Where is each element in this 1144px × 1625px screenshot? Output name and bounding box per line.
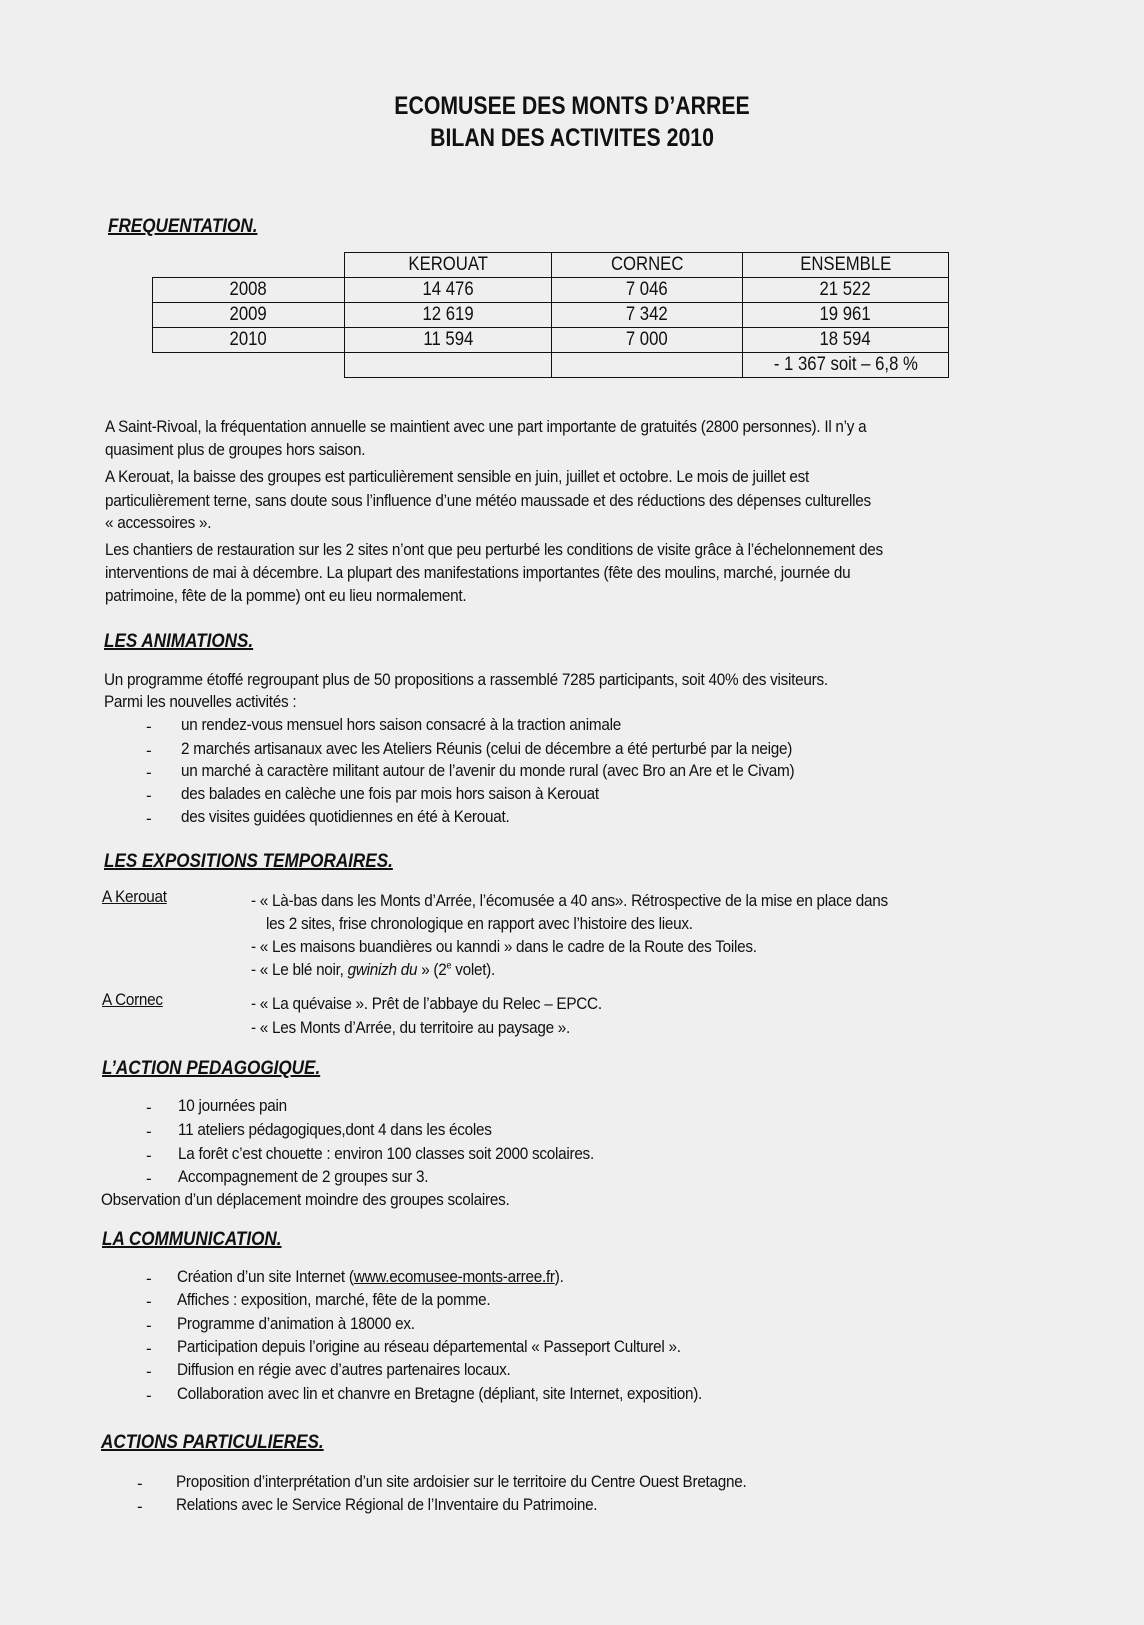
list-item: Diffusion en régie avec d’autres partenaires locaux. [177, 1360, 511, 1379]
bullet-dash: - [146, 717, 152, 736]
table-row [153, 328, 949, 353]
ensemble-cell: 19 961 [743, 303, 949, 328]
bullet-dash: - [146, 1292, 152, 1311]
exposition-site-kerouat: A Kerouat [102, 887, 167, 906]
table-row [153, 278, 949, 303]
bullet-dash: - [137, 1474, 143, 1493]
heading-pedagogique: L’ACTION PEDAGOGIQUE. [102, 1058, 321, 1079]
cornec-cell: 7 342 [552, 303, 743, 328]
table-header-row [153, 253, 949, 278]
bullet-dash: - [146, 809, 152, 828]
animations-intro: Parmi les nouvelles activités : [104, 692, 297, 711]
paragraph-line: A Kerouat, la baisse des groupes est particulièrement sensible en juin, juillet et octobre. Le mois de juillet est [105, 467, 810, 486]
ensemble-cell: 18 594 [743, 328, 949, 353]
table-row [153, 303, 949, 328]
column-header: ENSEMBLE [743, 253, 949, 278]
exposition-line: - « Les maisons buandières ou kanndi » dans le cadre de la Route des Toiles. [251, 937, 757, 956]
bullet-dash: - [146, 1386, 152, 1405]
bullet-dash: - [146, 1098, 152, 1117]
list-item: Création d’un site Internet (www.ecomusee-monts-arree.fr). [177, 1267, 564, 1286]
exposition-line: - « La quévaise ». Prêt de l’abbaye du Relec – EPCC. [251, 994, 602, 1013]
year-cell: 2008 [153, 278, 345, 303]
column-header: KEROUAT [345, 253, 552, 278]
table-summary-row [153, 353, 949, 378]
website-link[interactable]: www.ecomusee-monts-arree.fr [353, 1267, 555, 1286]
list-item: Participation depuis l’origine au réseau départemental « Passeport Culturel ». [177, 1337, 681, 1356]
list-item: 10 journées pain [178, 1096, 287, 1115]
document-title-line1: ECOMUSEE DES MONTS D’ARREE [394, 92, 750, 120]
kerouat-cell: 11 594 [345, 328, 552, 353]
list-item: un rendez-vous mensuel hors saison consacré à la traction animale [181, 715, 622, 734]
paragraph-line: « accessoires ». [105, 513, 212, 532]
frequentation-table [152, 252, 949, 378]
heading-particulieres: ACTIONS PARTICULIERES. [101, 1432, 324, 1453]
bullet-dash: - [146, 1269, 152, 1288]
exposition-line: - « Le blé noir, gwinizh du » (2e volet). [251, 960, 495, 979]
exposition-line: - « Les Monts d’Arrée, du territoire au paysage ». [251, 1018, 571, 1037]
exposition-site-cornec: A Cornec [102, 990, 163, 1009]
year-cell: 2010 [153, 328, 345, 353]
animations-intro: Un programme étoffé regroupant plus de 50 propositions a rassemblé 7285 participants, soit 40% des visiteurs. [104, 670, 828, 689]
column-header: CORNEC [552, 253, 743, 278]
pedagogique-note: Observation d’un déplacement moindre des groupes scolaires. [101, 1190, 510, 1209]
bullet-dash: - [146, 763, 152, 782]
paragraph-line: Les chantiers de restauration sur les 2 sites n’ont que peu perturbé les conditions de visite grâce à l’échelonnement des [105, 540, 883, 559]
bullet-dash: - [146, 1339, 152, 1358]
paragraph-line: A Saint-Rivoal, la fréquentation annuelle se maintient avec une part importante de gratuités (2800 personnes). Il n’y a [105, 417, 867, 436]
list-item: Relations avec le Service Régional de l’Inventaire du Patrimoine. [176, 1495, 598, 1514]
bullet-dash: - [146, 786, 152, 805]
bullet-dash: - [137, 1497, 143, 1516]
exposition-line: les 2 sites, frise chronologique en rapport avec l’histoire des lieux. [266, 914, 693, 933]
kerouat-cell: 12 619 [345, 303, 552, 328]
kerouat-cell: 14 476 [345, 278, 552, 303]
list-item: des balades en calèche une fois par mois hors saison à Kerouat [181, 784, 599, 803]
bullet-dash: - [146, 1362, 152, 1381]
document-title-line2: BILAN DES ACTIVITES 2010 [430, 124, 714, 152]
heading-communication: LA COMMUNICATION. [102, 1229, 282, 1250]
ensemble-cell: 21 522 [743, 278, 949, 303]
paragraph-line: quasiment plus de groupes hors saison. [105, 440, 366, 459]
bullet-dash: - [146, 1169, 152, 1188]
list-item: 2 marchés artisanaux avec les Ateliers Réunis (celui de décembre a été perturbé par la neige) [181, 739, 793, 758]
paragraph-line: patrimoine, fête de la pomme) ont eu lieu normalement. [105, 586, 467, 605]
list-item: Affiches : exposition, marché, fête de la pomme. [177, 1290, 491, 1309]
bullet-dash: - [146, 741, 152, 760]
list-item: 11 ateliers pédagogiques,dont 4 dans les écoles [178, 1120, 492, 1139]
exposition-line: - « Là-bas dans les Monts d’Arrée, l’écomusée a 40 ans». Rétrospective de la mise en place dans [251, 891, 888, 910]
paragraph-line: particulièrement terne, sans doute sous l’influence d’une météo maussade et des réductions des dépenses culturelles [105, 491, 871, 510]
list-item: La forêt c’est chouette : environ 100 classes soit 2000 scolaires. [178, 1144, 594, 1163]
cornec-cell: 7 000 [552, 328, 743, 353]
cornec-cell: 7 046 [552, 278, 743, 303]
bullet-dash: - [146, 1316, 152, 1335]
heading-frequentation: FREQUENTATION. [108, 216, 258, 237]
summary-cell: - 1 367 soit – 6,8 % [743, 353, 949, 378]
bullet-dash: - [146, 1122, 152, 1141]
list-item: Programme d’animation à 18000 ex. [177, 1314, 415, 1333]
heading-animations: LES ANIMATIONS. [104, 631, 254, 652]
list-item: Collaboration avec lin et chanvre en Bretagne (dépliant, site Internet, exposition). [177, 1384, 703, 1403]
list-item: un marché à caractère militant autour de l’avenir du monde rural (avec Bro an Are et le Civam) [181, 761, 795, 780]
paragraph-line: interventions de mai à décembre. La plupart des manifestations importantes (fête des moulins, marché, journée du [105, 563, 851, 582]
heading-expositions: LES EXPOSITIONS TEMPORAIRES. [104, 851, 393, 872]
list-item: Accompagnement de 2 groupes sur 3. [178, 1167, 429, 1186]
year-cell: 2009 [153, 303, 345, 328]
list-item: des visites guidées quotidiennes en été à Kerouat. [181, 807, 510, 826]
list-item: Proposition d’interprétation d’un site ardoisier sur le territoire du Centre Ouest Bretagne. [176, 1472, 747, 1491]
bullet-dash: - [146, 1146, 152, 1165]
